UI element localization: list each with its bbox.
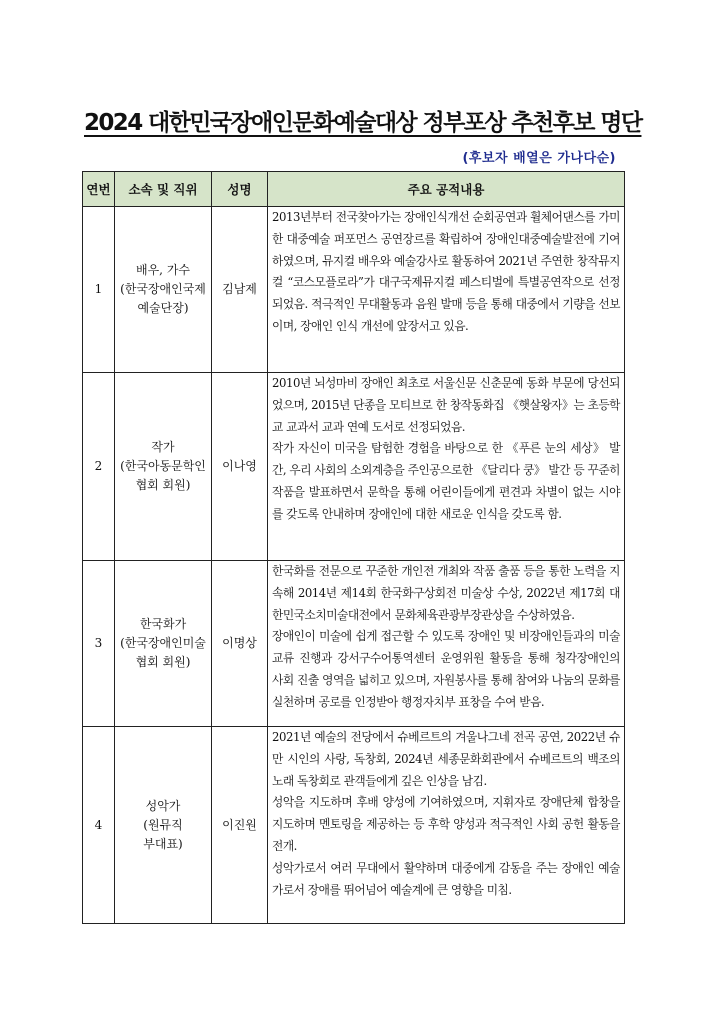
row-no: 2 xyxy=(83,373,115,561)
achievement-paragraph: 장애인이 미술에 쉽게 접근할 수 있도록 장애인 및 비장애인들과의 미술교류 진행과 강서구수어통역센터 운영위원 활동을 통해 청각장애인의 사회 진출 영역을 넓히고 있으며, 자원봉사를 통해 참여와 나눔의 문화를 실천하며 공로를 인정받아 행정자치부 표창을 수여 받음. xyxy=(272,629,620,709)
row-affiliation xyxy=(115,207,212,373)
row-achievement xyxy=(268,727,625,924)
page-title: 2024 대한민국장애인문화예술대상 정부포상 추천후보 명단 xyxy=(84,110,642,136)
candidate-table xyxy=(82,171,625,924)
achievement-paragraph: 2021년 예술의 전당에서 슈베르트의 겨울나그네 전곡 공연, 2022년 슈만 시인의 사랑, 독창회, 2024년 세종문화회관에서 슈베르트의 백조의 노래 독창회로 관객들에게 깊은 인상을 남김. xyxy=(272,730,620,788)
table-header-row xyxy=(83,172,625,207)
row-achievement xyxy=(268,561,625,727)
table-row xyxy=(83,207,625,373)
row-no: 4 xyxy=(83,727,115,924)
affiliation-line: (한국장애인국제 xyxy=(120,282,206,296)
header-no: 연번 xyxy=(83,172,115,207)
ordering-note: (후보자 배열은 가나다순) xyxy=(462,151,616,166)
header-affiliation: 소속 및 직위 xyxy=(115,172,212,207)
affiliation-line: 배우, 가수 xyxy=(136,263,190,277)
table-row xyxy=(83,727,625,924)
header-achievement: 주요 공적내용 xyxy=(268,172,625,207)
achievement-paragraph: 성악을 지도하며 후배 양성에 기여하였으며, 지휘자로 장애단체 합창을 지도하며 멘토링을 제공하는 등 후학 양성과 적극적인 사회 공헌 활동을 전개. xyxy=(272,795,620,853)
affiliation-line: 협회 회원) xyxy=(135,478,191,492)
row-name: 김남제 xyxy=(212,207,268,373)
header-name: 성명 xyxy=(212,172,268,207)
affiliation-line: (한국아동문학인 xyxy=(120,459,206,473)
row-affiliation xyxy=(115,727,212,924)
affiliation-line: 한국화가 xyxy=(139,617,187,631)
achievement-paragraph: 2013년부터 전국찾아가는 장애인식개선 순회공연과 휠체어댄스를 가미한 대중예술 퍼포먼스 공연장르를 확립하여 장애인대중예술발전에 기여하였으며, 뮤지컬 배우와 예술강사로 활동하여 2021년 주연한 창작뮤지컬 “코스모플로라”가 대구국제뮤지컬 페스티벌에 특별공연작으로 선정되었음. 적극적인 무대활동과 음원 발매 등을 통해 대중에서 기량을 선보이며, 장애인 인식 개선에 앞장서고 있음. xyxy=(272,210,620,333)
row-name: 이나영 xyxy=(212,373,268,561)
row-name: 이진원 xyxy=(212,727,268,924)
table-row xyxy=(83,373,625,561)
row-affiliation xyxy=(115,373,212,561)
affiliation-line: 예술단장) xyxy=(137,301,189,315)
affiliation-line: 성악가 xyxy=(145,798,181,813)
table-row xyxy=(83,561,625,727)
row-achievement xyxy=(268,373,625,561)
affiliation-line: (원뮤직 xyxy=(143,817,183,832)
affiliation-line: (한국장애인미술 xyxy=(120,636,206,650)
achievement-paragraph: 작가 자신이 미국을 탐험한 경험을 바탕으로 한 《푸른 눈의 세상》 발간, 우리 사회의 소외계층을 주인공으로한 《달리다 쿵》 발간 등 꾸준히 작품을 발표하면서 문학을 통해 어린이들에게 편견과 차별이 없는 시야를 갖도록 안내하며 장애인에 대한 새로운 인식을 갖도록 함. xyxy=(272,441,620,521)
row-achievement xyxy=(268,207,625,373)
row-no: 3 xyxy=(83,561,115,727)
achievement-paragraph: 한국화를 전문으로 꾸준한 개인전 개최와 작품 출품 등을 통한 노력을 지속해 2014년 제14회 한국화구상회전 미술상 수상, 2022년 제17회 대한민국소치미술대전에서 문화체육관광부장관상을 수상하였음. xyxy=(272,564,620,622)
affiliation-line: 작가 xyxy=(151,440,175,454)
row-name: 이명상 xyxy=(212,561,268,727)
affiliation-line: 부대표) xyxy=(143,836,183,851)
achievement-paragraph: 2010년 뇌성마비 장애인 최초로 서울신문 신춘문예 동화 부문에 당선되었으며, 2015년 단종을 모티브로 한 창작동화집 《햇살왕자》는 초등학교 교과서 교과 연예 도서로 선정되었음. xyxy=(272,376,620,434)
achievement-paragraph: 성악가로서 여러 무대에서 활약하며 대중에게 감동을 주는 장애인 예술가로서 장애를 뛰어넘어 예술계에 큰 영향을 미침. xyxy=(272,860,620,897)
row-no: 1 xyxy=(83,207,115,373)
affiliation-line: 협회 회원) xyxy=(135,655,191,669)
row-affiliation xyxy=(115,561,212,727)
